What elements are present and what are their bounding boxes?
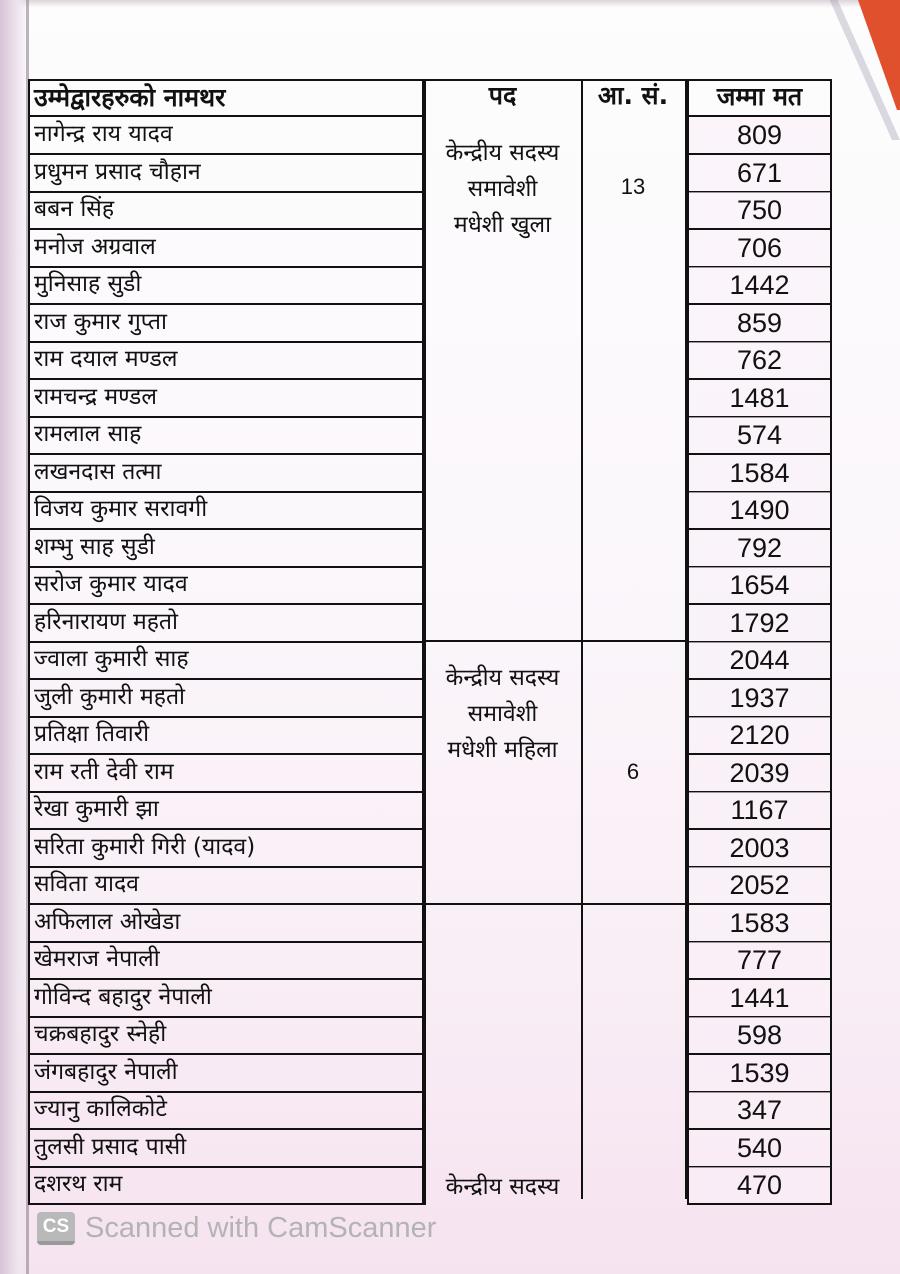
candidate-name: बबन सिंह — [28, 192, 424, 230]
candidate-votes: 1937 — [687, 680, 832, 718]
post-label — [424, 135, 581, 243]
group-divider — [424, 903, 687, 905]
candidate-name: विजय कुमार सरावगी — [28, 492, 424, 530]
candidate-votes: 1441 — [687, 980, 832, 1018]
candidate-votes: 1583 — [687, 905, 832, 943]
seats-column-right-border — [685, 79, 687, 1199]
post-label-line: केन्द्रीय सदस्य — [445, 1173, 560, 1200]
candidate-name: मनोज अग्रवाल — [28, 230, 424, 268]
candidate-name: अफिलाल ओखेडा — [28, 905, 424, 943]
candidate-votes: 706 — [687, 230, 832, 268]
post-label-line: मधेशी खुला — [453, 212, 552, 238]
candidate-votes: 1654 — [687, 567, 832, 605]
candidate-votes: 2039 — [687, 755, 832, 793]
candidate-votes: 1490 — [687, 492, 832, 530]
candidate-name: सरिता कुमारी गिरी (यादव) — [28, 830, 424, 868]
candidate-votes: 671 — [687, 155, 832, 193]
candidate-name: सविता यादव — [28, 867, 424, 905]
candidate-name: प्रतिक्षा तिवारी — [28, 717, 424, 755]
candidate-name: ज्यानु कालिकोटे — [28, 1092, 424, 1130]
candidate-votes: 1792 — [687, 605, 832, 643]
candidate-name: शम्भु साह सुडी — [28, 530, 424, 568]
post-label-line: केन्द्रीय सदस्य — [445, 665, 560, 691]
candidate-name: जंगबहादुर नेपाली — [28, 1055, 424, 1093]
header-votes: जम्मा मत — [687, 79, 832, 117]
candidate-name: लखनदास तत्मा — [28, 455, 424, 493]
candidate-name: प्रधुमन प्रसाद चौहान — [28, 155, 424, 193]
candidate-votes: 2044 — [687, 642, 832, 680]
candidate-votes: 2052 — [687, 867, 832, 905]
candidate-votes: 792 — [687, 530, 832, 568]
candidate-votes: 598 — [687, 1017, 832, 1055]
candidate-votes: 2120 — [687, 717, 832, 755]
candidate-name: रामलाल साह — [28, 417, 424, 455]
post-column-left-border — [424, 79, 426, 1205]
candidate-votes: 1539 — [687, 1055, 832, 1093]
seat-count: 6 — [626, 759, 640, 785]
post-label-line: केन्द्रीय सदस्य — [445, 140, 560, 166]
candidate-name: गोविन्द बहादुर नेपाली — [28, 980, 424, 1018]
header-name: उम्मेद्वारहरुको नामथर — [28, 79, 424, 117]
background-red-corner — [840, 0, 900, 110]
post-label — [424, 1169, 581, 1205]
candidate-name: मुनिसाह सुडी — [28, 267, 424, 305]
candidate-name: नागेन्द्र राय यादव — [28, 117, 424, 155]
candidate-name: दशरथ राम — [28, 1167, 424, 1205]
candidate-votes: 540 — [687, 1130, 832, 1168]
post-label-line: मधेशी महिला — [447, 737, 558, 763]
candidate-votes: 574 — [687, 417, 832, 455]
post-label-line: समावेशी — [467, 176, 538, 202]
group-divider — [424, 640, 687, 642]
candidate-votes: 750 — [687, 192, 832, 230]
post-label-line: समावेशी — [467, 701, 538, 727]
candidate-name: चक्रबहादुर स्नेही — [28, 1017, 424, 1055]
candidate-name: रामचन्द्र मण्डल — [28, 380, 424, 418]
post-label — [424, 660, 581, 768]
seat-count: 13 — [620, 174, 646, 199]
candidate-votes: 1442 — [687, 267, 832, 305]
candidate-votes: 859 — [687, 305, 832, 343]
candidate-votes: 1584 — [687, 455, 832, 493]
candidate-name: राज कुमार गुप्ता — [28, 305, 424, 343]
candidate-votes: 777 — [687, 942, 832, 980]
candidate-name: रेखा कुमारी झा — [28, 792, 424, 830]
header-post: पद — [488, 81, 517, 110]
candidate-votes: 347 — [687, 1092, 832, 1130]
candidate-votes: 1167 — [687, 792, 832, 830]
candidate-name: राम दयाल मण्डल — [28, 342, 424, 380]
candidate-name: तुलसी प्रसाद पासी — [28, 1130, 424, 1168]
header-top-border — [28, 79, 832, 81]
candidate-name: हरिनारायण महतो — [28, 605, 424, 643]
camscanner-logo-icon: CS — [37, 1212, 75, 1245]
candidate-votes: 1481 — [687, 380, 832, 418]
seats-column-left-border — [581, 79, 583, 1199]
candidate-votes: 2003 — [687, 830, 832, 868]
candidate-votes: 762 — [687, 342, 832, 380]
candidate-name: ज्वाला कुमारी साह — [28, 642, 424, 680]
candidate-votes: 809 — [687, 117, 832, 155]
candidate-name: खेमराज नेपाली — [28, 942, 424, 980]
scan-top-edge — [0, 0, 900, 8]
candidate-name: सरोज कुमार यादव — [28, 567, 424, 605]
candidate-votes: 470 — [687, 1167, 832, 1205]
candidate-name: राम रती देवी राम — [28, 755, 424, 793]
watermark-text: Scanned with CamScanner — [85, 1212, 437, 1244]
candidate-name: जुली कुमारी महतो — [28, 680, 424, 718]
header-seats: आ. सं. — [597, 81, 669, 110]
camscanner-watermark — [37, 1212, 436, 1245]
